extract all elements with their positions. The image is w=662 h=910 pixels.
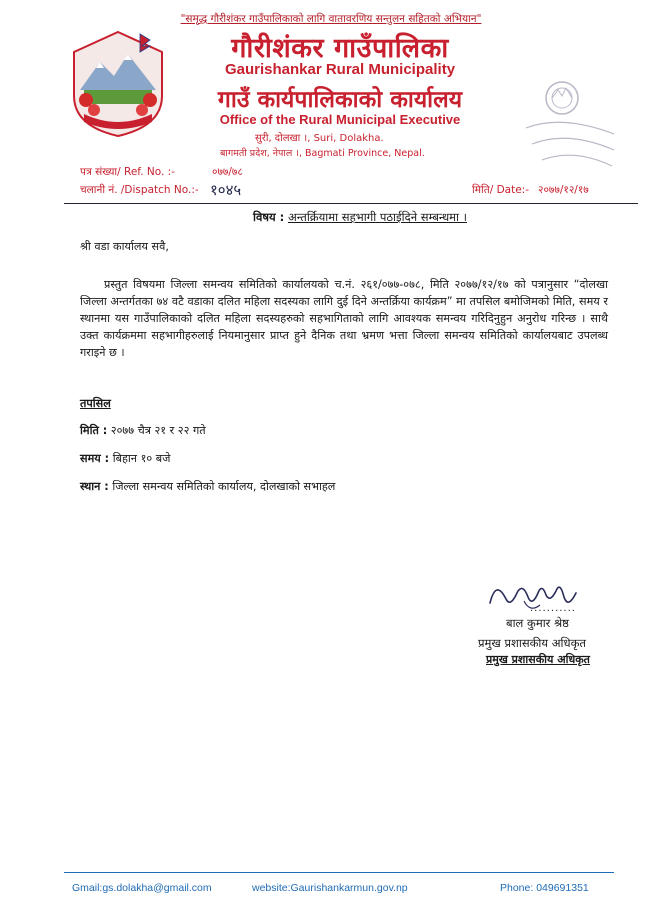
details-row-value: २०७७ चैत्र २१ र २२ गते [110, 424, 206, 437]
ref-number-label: पत्र संख्या/ Ref. No. :- [80, 166, 176, 178]
details-row-venue [80, 479, 335, 494]
subject-value: अन्तर्क्रियामा सहभागी पठाईदिने सम्बन्धमा । [287, 210, 468, 224]
footer-website: website:Gaurishankarmun.gov.np [252, 882, 408, 894]
details-row-label: मिति : [80, 424, 108, 437]
address-line-2: बागमती प्रदेश, नेपाल ।, Bagmati Province, Nepal. [220, 148, 425, 159]
footer-phone: Phone: 049691351 [500, 882, 589, 894]
details-row-value: बिहान १० बजे [112, 452, 171, 465]
signer-name: बाल कुमार श्रेष्ठ [506, 616, 569, 630]
office-name-english: Office of the Rural Municipal Executive [219, 112, 461, 127]
footer-email: Gmail:gs.dolakha@gmail.com [72, 882, 212, 894]
details-row-time [80, 451, 170, 466]
dispatch-number-label: चलानी नं. /Dispatch No.:- [80, 184, 199, 196]
details-row-date [80, 423, 206, 438]
details-row-label: समय : [80, 452, 110, 465]
date-label: मिति/ Date:- [472, 184, 530, 196]
office-name-nepali: गाउँ कार्यपालिकाको कार्यालय [217, 87, 463, 113]
header-divider [64, 203, 638, 204]
address-line-1: सुरी, दोलखा ।, Suri, Dolakha. [255, 133, 384, 144]
subject-line [80, 210, 640, 225]
signer-designation: प्रमुख प्रशासकीय अधिकृत [478, 636, 586, 650]
date-value: २०७७/१२/१७ [538, 184, 589, 196]
details-row-label: स्थान : [80, 480, 109, 493]
details-heading: तपसिल [80, 397, 111, 410]
municipality-name-english: Gaurishankar Rural Municipality [224, 61, 456, 78]
municipality-name-nepali: गौरीशंकर गाउँपालिका [231, 33, 449, 64]
details-row-value: जिल्ला समन्वय समितिको कार्यालय, दोलखाको सभाहल [112, 480, 336, 493]
header-slogan: "समृद्ध गौरीशंकर गाउँपालिकाको लागि वातावरणिय सन्तुलन सहितको अभियान" [180, 13, 482, 25]
ref-number-value: ०७७/७८ [212, 166, 243, 178]
subject-label: विषय : [252, 210, 285, 224]
dispatch-number-value: १०४५ [210, 181, 242, 199]
designation-stamp: प्रमुख प्रशासकीय अधिकृत [486, 653, 590, 666]
addressee: श्री वडा कार्यालय सवै, [80, 240, 169, 253]
letter-body-paragraph: प्रस्तुत विषयमा जिल्ला समन्वय समितिको कार्यालयको च.नं. २६१/०७७-०७८, मिति २०७७/१२/१७ को पत्रानुसार “दोलखा जिल्ला अन्तर्गतका ७४ वटै वडाका दलित महिला सदस्यका लागि दुई दिने अन्तर्क्रिया कार्यक्रम” मा तपसिल बमोजिमको मिति, समय र स्थानमा यस गाउँपालिकाको दलित महिला सदस्यहरुको सहभागिताको लागि आवश्यक समन्वय गरिदिनुहुन अनुरोध गरिन्छ । साथै उक्त कार्यक्रममा सहभागीहरुलाई नियमानुसार प्राप्त हुने दैनिक तथा भ्रमण भत्ता जिल्ला समन्वय समितिको कार्यालयबाट उपलब्ध गराइने छ । [80, 278, 608, 359]
municipality-emblem-icon [70, 30, 166, 138]
signature-line: ........... [530, 603, 576, 614]
office-seal-stamp-icon [522, 74, 622, 178]
footer-divider [64, 872, 614, 873]
